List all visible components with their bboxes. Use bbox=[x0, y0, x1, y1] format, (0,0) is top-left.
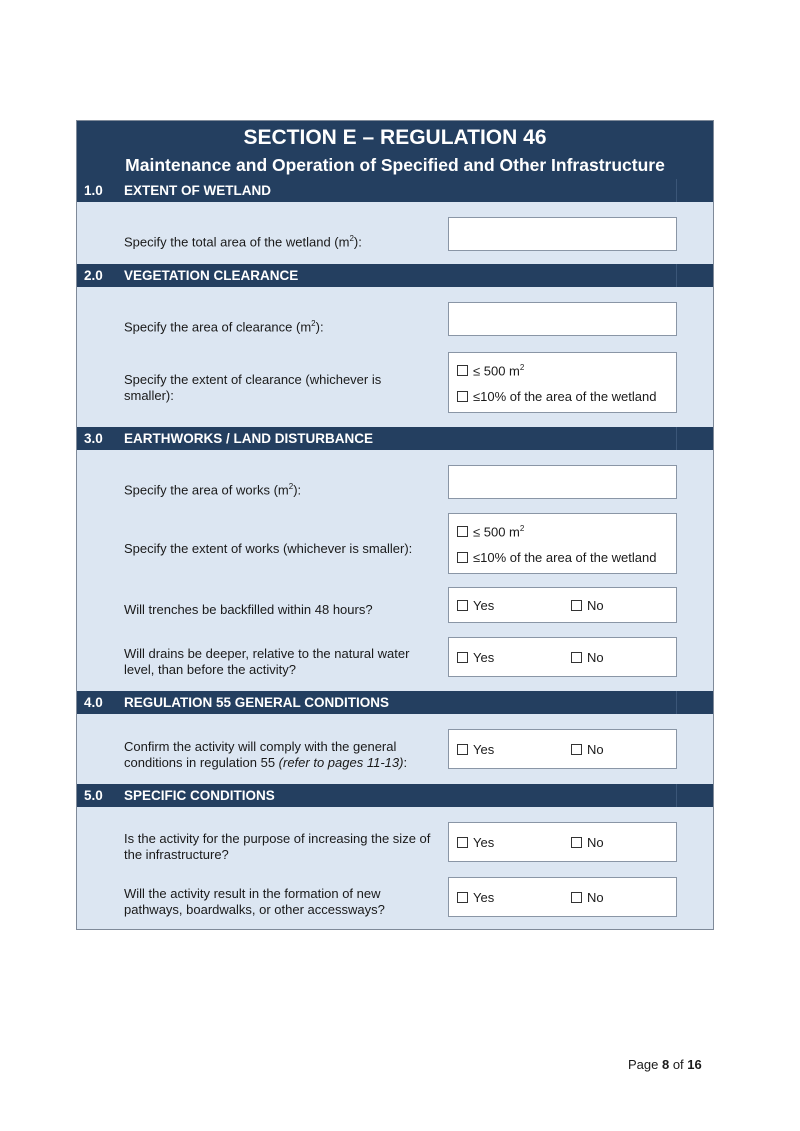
wetland-area-label: Specify the total area of the wetland $(m^2)$: bbox=[124, 234, 362, 250]
increase-size-options bbox=[448, 822, 677, 862]
wetland-area-input[interactable] bbox=[448, 217, 677, 251]
works-extent-options bbox=[448, 513, 677, 574]
section-number: 3.0 bbox=[84, 431, 103, 446]
section-number: 5.0 bbox=[84, 788, 103, 803]
section-header-1 bbox=[77, 179, 713, 202]
checkbox-icon[interactable] bbox=[571, 600, 582, 611]
drains-label: Will drains be deeper, relative to the natural water level, than before the activity? bbox=[124, 646, 410, 677]
increase-size-label: Is the activity for the purpose of increasing the size of the infrastructure? bbox=[124, 831, 431, 862]
works-10pct-option[interactable]: ≤10% of the area of the wetland bbox=[457, 550, 656, 565]
trenches-no[interactable]: No bbox=[571, 598, 604, 613]
drains-options bbox=[448, 637, 677, 677]
works-area-input[interactable] bbox=[448, 465, 677, 499]
checkbox-icon[interactable] bbox=[457, 526, 468, 537]
section-number: 1.0 bbox=[84, 183, 103, 198]
reg55-label: Confirm the activity will comply with the general conditions in regulation 55 (refer to pages 11-13): bbox=[124, 739, 408, 770]
checkbox-icon[interactable] bbox=[457, 391, 468, 402]
pathways-options bbox=[448, 877, 677, 917]
checkbox-icon[interactable] bbox=[571, 892, 582, 903]
section-header-4 bbox=[77, 691, 713, 714]
clearance-area-input[interactable] bbox=[448, 302, 677, 336]
checkbox-icon[interactable] bbox=[457, 892, 468, 903]
pathways-yes[interactable]: Yes bbox=[457, 890, 494, 905]
section-label: EARTHWORKS / LAND DISTURBANCE bbox=[124, 431, 373, 446]
drains-yes[interactable]: Yes bbox=[457, 650, 494, 665]
section-label: REGULATION 55 GENERAL CONDITIONS bbox=[124, 695, 390, 710]
section-number: 4.0 bbox=[84, 695, 103, 710]
form-title: SECTION E – REGULATION 46 bbox=[243, 126, 547, 149]
clearance-extent-label: Specify the extent of clearance (whichever is smaller): bbox=[124, 372, 382, 403]
trenches-options bbox=[448, 587, 677, 623]
section-number: 2.0 bbox=[84, 268, 103, 283]
section-label: EXTENT OF WETLAND bbox=[124, 183, 271, 198]
page-number: Page 8 of 16 bbox=[628, 1057, 702, 1072]
checkbox-icon[interactable] bbox=[457, 600, 468, 611]
checkbox-icon[interactable] bbox=[571, 652, 582, 663]
works-500m2-option[interactable]: ≤ 500 $m^2$ bbox=[457, 524, 524, 539]
increase-size-no[interactable]: No bbox=[571, 835, 604, 850]
section-label: SPECIFIC CONDITIONS bbox=[124, 788, 275, 803]
clearance-10pct-option[interactable]: ≤10% of the area of the wetland bbox=[457, 389, 656, 404]
checkbox-icon[interactable] bbox=[457, 744, 468, 755]
section-header-2 bbox=[77, 264, 713, 287]
section-e-form bbox=[76, 120, 714, 930]
clearance-area-label: Specify the area of clearance $(m^2)$: bbox=[124, 319, 324, 335]
section-header-3 bbox=[77, 427, 713, 450]
increase-size-yes[interactable]: Yes bbox=[457, 835, 494, 850]
clearance-extent-options bbox=[448, 352, 677, 413]
trenches-label: Will trenches be backfilled within 48 hours? bbox=[124, 602, 373, 617]
clearance-500m2-option[interactable]: ≤ 500 $m^2$ bbox=[457, 363, 524, 378]
checkbox-icon[interactable] bbox=[571, 837, 582, 848]
reg55-yes[interactable]: Yes bbox=[457, 742, 494, 757]
checkbox-icon[interactable] bbox=[457, 652, 468, 663]
section-header-5 bbox=[77, 784, 713, 807]
pathways-label: Will the activity result in the formation of new pathways, boardwalks, or other accessways? bbox=[124, 886, 385, 917]
checkbox-icon[interactable] bbox=[457, 365, 468, 376]
reg55-options bbox=[448, 729, 677, 769]
checkbox-icon[interactable] bbox=[457, 552, 468, 563]
drains-no[interactable]: No bbox=[571, 650, 604, 665]
pathways-no[interactable]: No bbox=[571, 890, 604, 905]
works-area-label: Specify the area of works $(m^2)$: bbox=[124, 482, 302, 498]
works-extent-label: Specify the extent of works (whichever is smaller): bbox=[124, 541, 413, 556]
trenches-yes[interactable]: Yes bbox=[457, 598, 494, 613]
checkbox-icon[interactable] bbox=[457, 837, 468, 848]
section-label: VEGETATION CLEARANCE bbox=[124, 268, 299, 283]
reg55-no[interactable]: No bbox=[571, 742, 604, 757]
form-subtitle: Maintenance and Operation of Specified and Other Infrastructure bbox=[125, 155, 665, 175]
checkbox-icon[interactable] bbox=[571, 744, 582, 755]
form-header bbox=[77, 121, 713, 179]
